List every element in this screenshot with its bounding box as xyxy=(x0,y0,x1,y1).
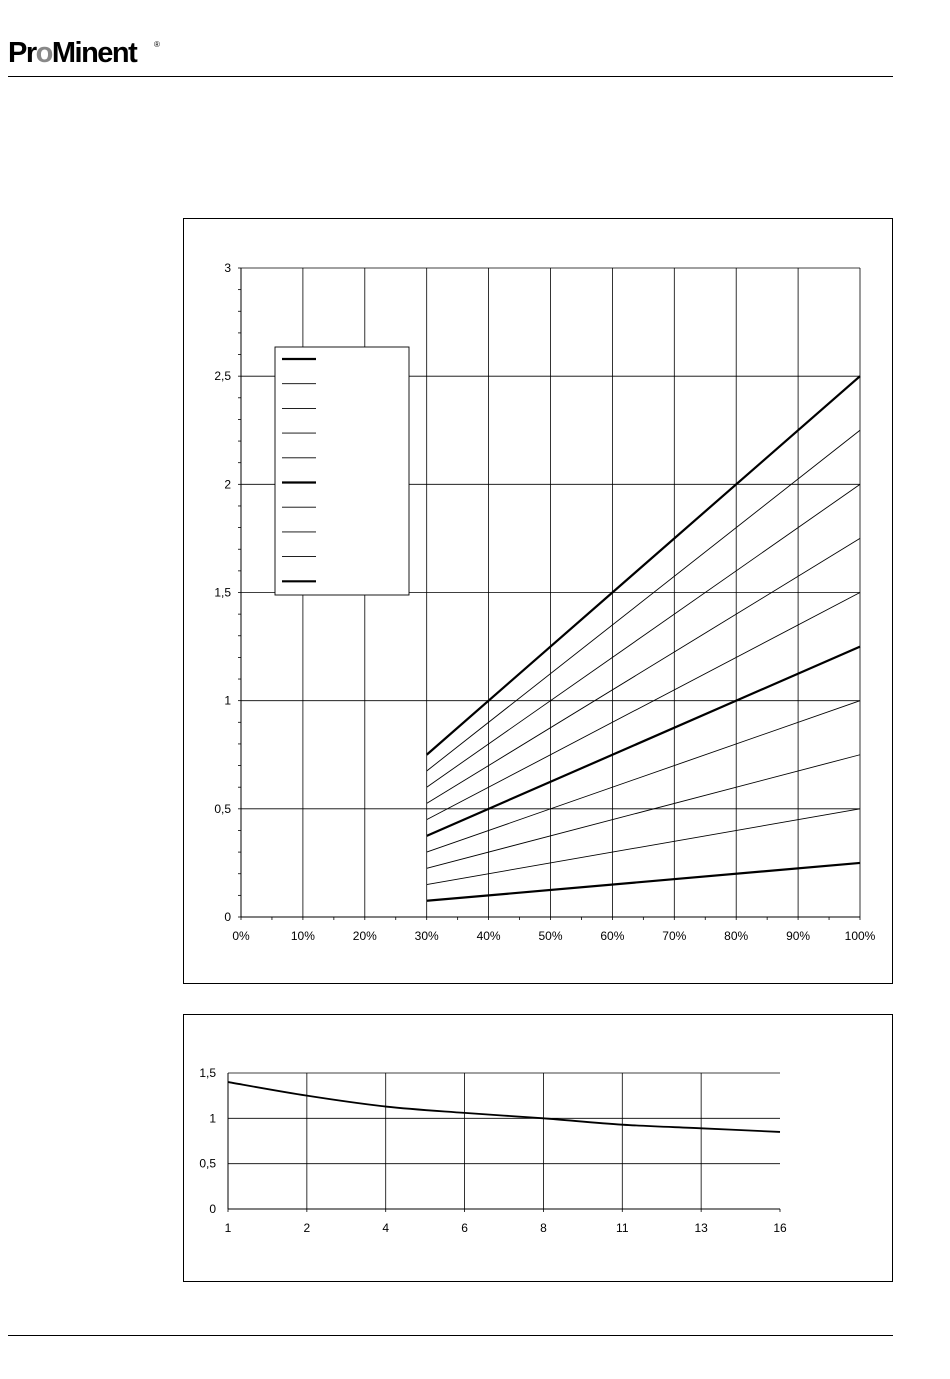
y-tick-label: 1,5 xyxy=(199,1066,216,1080)
series-line xyxy=(427,430,860,771)
x-tick-label: 70% xyxy=(662,929,687,943)
x-tick-label: 100% xyxy=(844,929,876,943)
dosing-chart xyxy=(184,219,892,983)
chart-legend xyxy=(275,347,409,595)
x-tick-label: 20% xyxy=(352,929,377,943)
x-tick-label: 6 xyxy=(461,1221,468,1235)
prominent-logo xyxy=(8,35,168,69)
y-tick-label: 0,5 xyxy=(199,1156,216,1171)
x-tick-label: 90% xyxy=(786,929,811,943)
y-tick-label: 0 xyxy=(224,910,231,924)
series-line xyxy=(427,701,860,852)
x-tick-label: 40% xyxy=(476,929,501,943)
series-line xyxy=(427,755,860,869)
y-tick-label: 2 xyxy=(224,477,231,492)
y-tick-label: 0,5 xyxy=(214,801,231,816)
x-tick-label: 13 xyxy=(694,1221,708,1235)
correction-chart-panel xyxy=(183,1014,893,1282)
y-tick-label: 1,5 xyxy=(214,585,231,600)
x-tick-label: 60% xyxy=(600,929,625,943)
x-tick-label: 10% xyxy=(290,929,315,943)
x-tick-label: 50% xyxy=(538,929,563,943)
series-line xyxy=(427,538,860,803)
x-tick-label: 16 xyxy=(773,1221,787,1235)
y-tick-label: 2,5 xyxy=(214,369,231,384)
x-tick-label: 1 xyxy=(224,1221,232,1235)
x-tick-label: 2 xyxy=(303,1221,311,1235)
series-line xyxy=(427,863,860,901)
correction-curve xyxy=(228,1082,780,1132)
series-line xyxy=(427,376,860,755)
x-tick-label: 4 xyxy=(382,1221,390,1235)
y-tick-label: 0 xyxy=(209,1202,216,1216)
legend-box xyxy=(275,347,409,595)
series-line xyxy=(427,593,860,820)
svg-text:ProMinent: ProMinent xyxy=(8,37,137,69)
x-tick-label: 0% xyxy=(232,929,250,943)
series-line xyxy=(427,809,860,885)
svg-text:®: ® xyxy=(154,40,160,49)
main-chart-panel xyxy=(183,218,893,984)
footer-rule xyxy=(8,1335,893,1336)
header-rule xyxy=(8,76,893,77)
x-tick-label: 30% xyxy=(414,929,439,943)
x-tick-label: 80% xyxy=(724,929,749,943)
y-tick-label: 3 xyxy=(224,261,231,275)
x-tick-label: 11 xyxy=(616,1221,629,1235)
correction-chart xyxy=(184,1015,892,1281)
y-tick-label: 1 xyxy=(224,693,231,708)
x-tick-label: 8 xyxy=(540,1221,547,1235)
y-tick-label: 1 xyxy=(209,1111,216,1126)
